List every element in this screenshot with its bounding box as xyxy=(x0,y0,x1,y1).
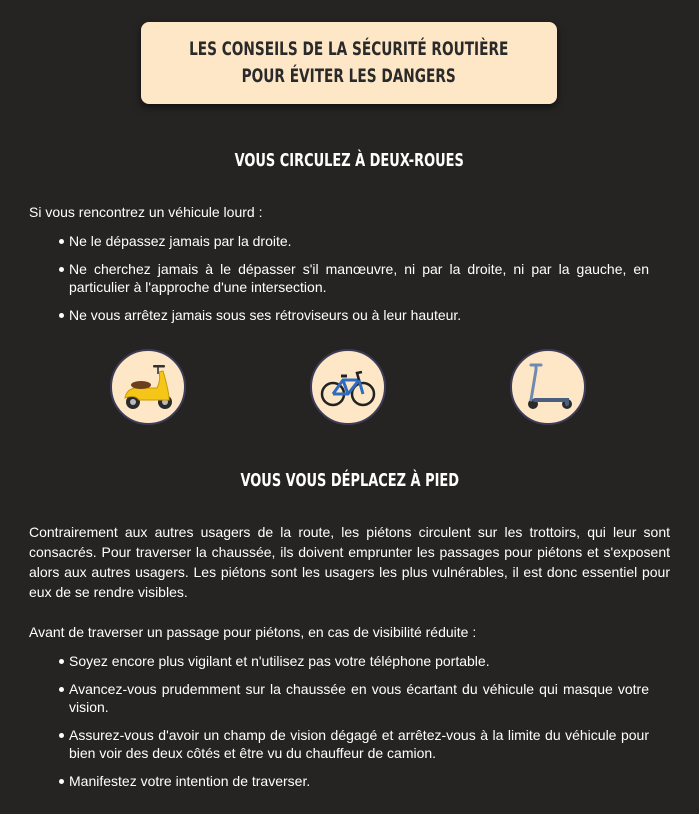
two-wheels-bullet-list xyxy=(29,232,649,334)
on-foot-bullet-list xyxy=(29,652,649,800)
section-heading-on-foot xyxy=(0,470,699,491)
list-item: Ne cherchez jamais à le dépasser s'il manœuvre, ni par la droite, ni par la gauche, en particulier à l'approche d'une intersection. xyxy=(29,260,649,296)
two-wheels-intro: Si vous rencontrez un véhicule lourd : xyxy=(29,204,263,220)
title-banner xyxy=(141,22,557,104)
section-heading-text: VOUS VOUS DÉPLACEZ À PIED xyxy=(240,470,459,491)
scooter-icon xyxy=(110,349,186,425)
bicycle-icon xyxy=(310,349,386,425)
list-item: Avancez-vous prudemment sur la chaussée en vous écartant du véhicule qui masque votre vision. xyxy=(29,680,649,716)
list-item: Ne le dépassez jamais par la droite. xyxy=(29,232,649,250)
list-item: Ne vous arrêtez jamais sous ses rétroviseurs ou à leur hauteur. xyxy=(29,306,649,324)
on-foot-intro: Avant de traverser un passage pour piétons, en cas de visibilité réduite : xyxy=(29,624,477,640)
section-heading-text: VOUS CIRCULEZ À DEUX-ROUES xyxy=(234,150,465,171)
list-item: Assurez-vous d'avoir un champ de vision dégagé et arrêtez-vous à la limite du véhicule pour bien voir des deux côtés et être vu du chauffeur de camion. xyxy=(29,726,649,762)
title-line-1: LES CONSEILS DE LA SÉCURITÉ ROUTIÈRE xyxy=(189,38,509,60)
kick-scooter-icon xyxy=(510,349,586,425)
title-line-2: POUR ÉVITER LES DANGERS xyxy=(241,65,457,87)
on-foot-paragraph: Contrairement aux autres usagers de la route, les piétons circulent sur les trottoirs, qui leur sont consacrés. Pour traverser la chaussée, ils doivent emprunter les passages pour piétons et s'exposent alors aux autres usagers. Les piétons sont les usagers les plus vulnérables, il est donc essentiel pour eux de se rendre visibles. xyxy=(29,524,670,600)
section-heading-two-wheels xyxy=(0,150,699,171)
list-item: Manifestez votre intention de traverser. xyxy=(29,772,649,790)
list-item: Soyez encore plus vigilant et n'utilisez pas votre téléphone portable. xyxy=(29,652,649,670)
